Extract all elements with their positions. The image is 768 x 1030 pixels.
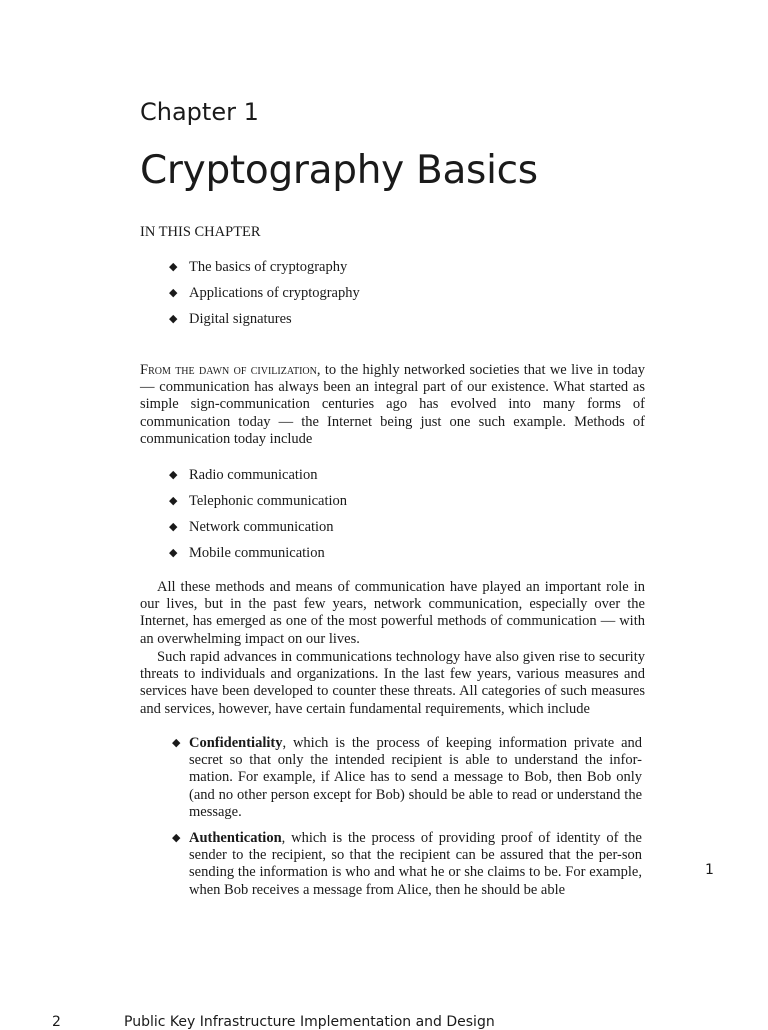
in-this-chapter-heading: IN THIS CHAPTER [140,224,261,240]
diamond-bullet-icon: ◆ [169,469,178,481]
list-item-text: Network communication [189,519,334,535]
list-item-text: Digital signatures [189,311,292,327]
diamond-bullet-icon: ◆ [172,832,181,845]
requirement-text: , which is the process of keeping information private and secret so that only the intended recipient is able to understand the infor-mation. For example, if Alice has to send a message to Bob, then Bob only (and no other person except for Bob) should be able to read or understand the message. [189,735,642,820]
list-item [169,462,347,488]
intro-paragraph [140,362,645,448]
list-item-text: Radio communication [189,467,318,483]
list-item-text: Telephonic communication [189,493,348,509]
chapter-label: Chapter 1 [140,98,259,126]
list-item [169,540,347,566]
chapter-topics-list [169,254,360,332]
requirements-list [172,735,642,908]
paragraph-text: All these methods and means of communication have played an important role in our lives, but in the past few years, network communication, especially over the Internet, has emerged as one of the most powerful methods of communication — with an overwhelming impact on our lives. [140,579,645,647]
page-number: 1 [705,862,714,878]
chapter-title: Cryptography Basics [140,148,538,193]
diamond-bullet-icon: ◆ [169,261,178,273]
requirement-term: Authentication [189,830,282,847]
paragraph-text: Such rapid advances in communications technology have also given rise to security threats to individuals and organizations. In the last few years, various measures and services have been developed to counter these threats. All categories of such measures and services, however, have certain fundamental requirements, which include [140,649,645,717]
list-item-text: Applications of cryptography [189,285,360,301]
footer-book-title: Public Key Infrastructure Implementation and Design [124,1014,495,1030]
paragraph-text: to the highly networked societies that we live in today — communication has always been an integral part of our existence. What started as simple sign-communication centuries ago has evolved into many forms of communication today — the Internet being just one such example. Methods of communication today include [140,362,645,447]
footer-page-number: 2 [52,1014,61,1030]
list-item [169,280,360,306]
diamond-bullet-icon: ◆ [172,737,181,749]
body-paragraph [140,649,645,718]
list-item [169,514,347,540]
list-item [172,830,642,899]
list-item-text: Mobile communication [189,545,325,561]
list-item [169,488,347,514]
diamond-bullet-icon: ◆ [169,287,178,299]
list-item-text: The basics of cryptography [189,259,348,275]
requirement-text: , which is the process of providing proof of identity of the sender to the recipient, so that the recipient can be assured that the per-son sending the information is who and what he or she claims to be. For example, when Bob receives a message from Alice, then he should be able [189,830,642,898]
requirement-term: Confidentiality [189,735,283,751]
body-paragraph [140,579,645,648]
paragraph-lead-in: From the dawn of civilization, [140,362,321,378]
list-item [169,254,360,280]
communication-methods-list [169,462,347,566]
diamond-bullet-icon: ◆ [169,313,178,325]
diamond-bullet-icon: ◆ [169,547,178,559]
list-item [172,735,642,821]
list-item [169,306,360,332]
diamond-bullet-icon: ◆ [169,521,178,533]
diamond-bullet-icon: ◆ [169,495,178,507]
